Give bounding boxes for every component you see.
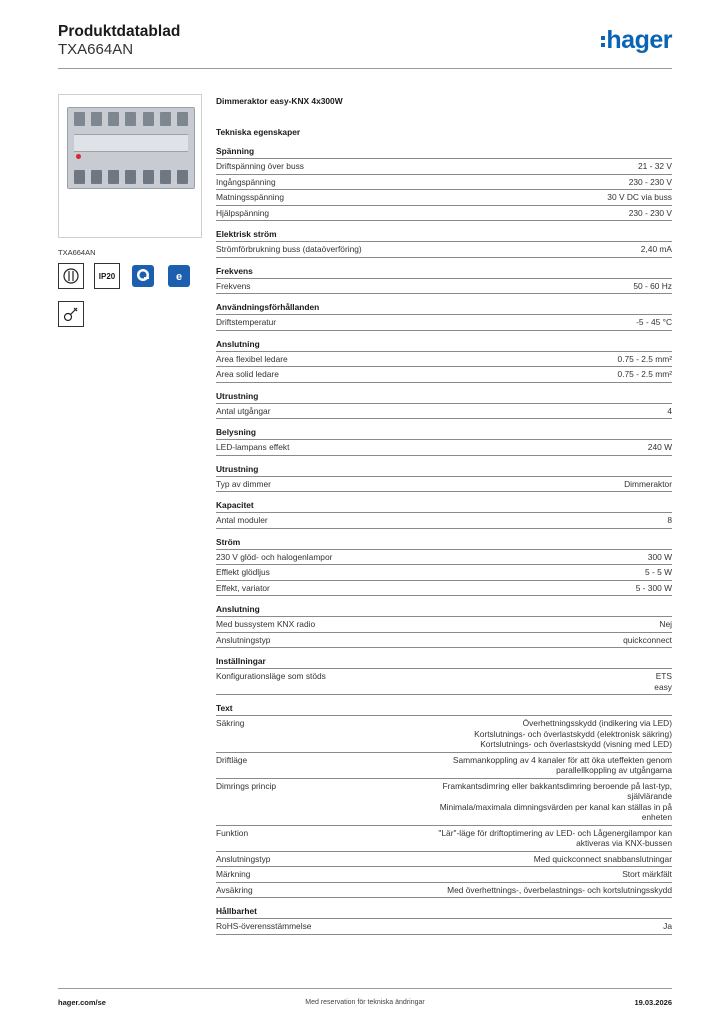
spec-row [216, 919, 672, 935]
spec-row [216, 669, 672, 695]
spec-value [284, 406, 672, 417]
spec-group [216, 464, 672, 493]
spec-group-title: Anslutning [216, 604, 672, 617]
spec-group [216, 146, 672, 221]
spec-value-line: 4 [667, 405, 672, 416]
spec-label: Funktion [216, 827, 249, 838]
spec-value-line: 5 - 5 W [645, 567, 672, 577]
spec-row [216, 206, 672, 222]
page-header [58, 20, 672, 69]
spec-value [298, 192, 672, 203]
spec-label: Anslutningstyp [216, 853, 271, 864]
spec-value [282, 515, 672, 526]
spec-value [318, 161, 672, 172]
spec-value-line: -5 - 45 °C [636, 317, 672, 327]
product-image [58, 94, 202, 238]
ip20-icon: IP20 [94, 263, 120, 289]
spec-label: Märkning [216, 869, 251, 879]
spec-value-line: 5 - 300 W [635, 582, 672, 593]
spec-value-line: 8 [667, 515, 672, 525]
spec-value [302, 354, 672, 365]
spec-label: Ingångspänning [216, 176, 276, 187]
spec-label: Avsäkring [216, 884, 253, 895]
spec-label: Effekt, variator [216, 582, 270, 593]
spec-group [216, 302, 672, 331]
spec-row [216, 190, 672, 206]
spec-value-line: Med quickconnect snabbanslutningar [533, 853, 672, 864]
footer-disclaimer: Med reservation för tekniska ändringar [305, 999, 425, 1006]
spec-group [216, 266, 672, 295]
spec-label: Antal utgångar [216, 405, 271, 416]
spec-value-line: Nej [659, 619, 672, 629]
spec-value [267, 885, 672, 896]
spec-value-line: Kortslutnings- och överlastskydd (elektronisk säkring) [474, 728, 672, 739]
spec-value-line: easy [654, 681, 672, 692]
spec-label: Driftspänning över buss [216, 161, 304, 171]
spec-label: Hjälpspänning [216, 207, 270, 218]
tool-icon [58, 301, 84, 327]
feature-icons-row-2 [58, 301, 202, 327]
spec-value-line: aktiveras via KNX-bussen [576, 838, 672, 848]
spec-row [216, 242, 672, 258]
spec-row [216, 779, 672, 826]
spec-group-title: Belysning [216, 427, 672, 440]
spec-row [216, 477, 672, 493]
document-subtitle: TXA664AN [58, 41, 134, 58]
spec-value-line: 21 - 32 V [638, 161, 672, 171]
spec-row [216, 513, 672, 529]
spec-label: Anslutningstyp [216, 634, 271, 645]
spec-label: Driftstemperatur [216, 317, 277, 327]
compliance-icon [58, 263, 84, 289]
spec-value [264, 281, 672, 292]
spec-label: Antal moduler [216, 515, 268, 525]
spec-row [216, 633, 672, 649]
spec-value [264, 869, 672, 880]
spec-label: Frekvens [216, 280, 251, 291]
spec-value [261, 755, 672, 776]
spec-value [376, 244, 672, 255]
spec-group-title: Inställningar [216, 656, 672, 669]
document-title: Produktdatablad [58, 23, 181, 40]
spec-group-title: Frekvens [216, 266, 672, 279]
spec-value-line: 230 - 230 V [628, 207, 672, 218]
spec-value [284, 635, 672, 646]
spec-value-line: "Lär"-läge för driftoptimering av LED- och Lågenergilampor kan [438, 827, 672, 838]
technical-data [216, 96, 672, 943]
spec-label: Area flexibel ledare [216, 353, 288, 364]
spec-value-line: 240 W [647, 442, 672, 452]
spec-group [216, 906, 672, 935]
spec-value-line: 0.75 - 2.5 mm² [617, 353, 672, 364]
spec-row [216, 550, 672, 566]
spec-group [216, 703, 672, 898]
spec-group-title: Utrustning [216, 391, 672, 404]
spec-label: RoHS-överensstämmelse [216, 921, 312, 931]
spec-value [290, 781, 672, 823]
spec-row [216, 367, 672, 383]
spec-value [258, 718, 672, 750]
spec-group [216, 339, 672, 383]
spec-group [216, 229, 672, 258]
spec-value-line: 50 - 60 Hz [633, 280, 672, 291]
section-title: Tekniska egenskaper [216, 127, 301, 137]
spec-row [216, 867, 672, 883]
spec-value-line: 30 V DC via buss [607, 192, 672, 202]
spec-group [216, 604, 672, 648]
spec-value-line: Överhettningsskydd (indikering via LED) [522, 718, 672, 728]
product-name: Dimmeraktor easy-KNX 4x300W [216, 96, 343, 106]
spec-group-title: Elektrisk ström [216, 229, 672, 242]
spec-row [216, 315, 672, 331]
spec-row [216, 581, 672, 597]
spec-row [216, 883, 672, 899]
dimmer-device-icon [67, 107, 195, 189]
spec-value [340, 671, 672, 692]
spec-row [216, 440, 672, 456]
product-code: TXA664AN [58, 248, 96, 257]
spec-value-line: Stort märkfält [622, 869, 672, 879]
spec-value-line: 2,40 mA [640, 244, 672, 254]
spec-value-line: parallellkoppling av utgångarna [556, 765, 672, 775]
spec-row [216, 279, 672, 295]
feature-icons [58, 263, 202, 289]
page-footer [58, 988, 672, 1011]
spec-value [284, 854, 672, 865]
spec-value [346, 552, 672, 563]
spec-row [216, 404, 672, 420]
footer-date: 19.03.2026 [634, 998, 672, 1007]
spec-label: Med bussystem KNX radio [216, 619, 316, 629]
spec-label: Typ av dimmer [216, 478, 271, 489]
spec-group [216, 500, 672, 529]
spec-label: Dimrings princip [216, 780, 277, 791]
logo-dots-icon [601, 33, 605, 50]
spec-group-title: Användningsförhållanden [216, 302, 672, 315]
spec-value-line: 300 W [647, 551, 672, 562]
spec-label: Driftläge [216, 754, 248, 765]
spec-value [283, 208, 672, 219]
spec-value-line: ETS [655, 671, 672, 681]
spec-label: Matningsspänning [216, 192, 284, 202]
spec-row [216, 753, 672, 779]
quickconnect-icon [130, 263, 156, 289]
spec-value [284, 567, 672, 578]
footer-website-link[interactable]: hager.com/se [58, 998, 106, 1007]
spec-group [216, 537, 672, 597]
spec-row [216, 565, 672, 581]
spec-value-line: Ja [663, 921, 672, 931]
spec-value-line: Dimmeraktor [624, 478, 672, 489]
spec-group-title: Hållbarhet [216, 906, 672, 919]
spec-value [290, 317, 672, 328]
spec-label: Strömförbrukning buss (dataöverföring) [216, 244, 362, 254]
spec-value [303, 442, 672, 453]
spec-value-line: Sammankoppling av 4 kanaler för att öka uteffekten genom [452, 754, 672, 765]
spec-label: Konfigurationsläge som stöds [216, 671, 326, 681]
spec-group-title: Ström [216, 537, 672, 550]
spec-value-line: Minimala/maximala dimningsvärden per kanal kan ställas in på [439, 801, 672, 812]
spec-group [216, 656, 672, 695]
spec-row [216, 826, 672, 852]
spec-value-line: självlärande [627, 791, 672, 801]
spec-group [216, 391, 672, 420]
spec-row [216, 852, 672, 868]
spec-group-title: Anslutning [216, 339, 672, 352]
spec-row [216, 175, 672, 191]
spec-value-line: Kortslutnings- och överlastskydd (visning med LED) [480, 739, 672, 749]
spec-value-line: 0.75 - 2.5 mm² [617, 369, 672, 379]
spec-label: Efflekt glödljus [216, 567, 270, 577]
spec-group-title: Utrustning [216, 464, 672, 477]
spec-row [216, 352, 672, 368]
easy-icon [166, 263, 192, 289]
spec-value-line: Med överhettnings-, överbelastnings- och kortslutningsskydd [447, 884, 672, 895]
spec-value [325, 921, 672, 932]
spec-group-title: Kapacitet [216, 500, 672, 513]
spec-value [293, 369, 672, 380]
spec-value [329, 619, 672, 630]
spec-label: 230 V glöd- och halogenlampor [216, 551, 333, 562]
spec-group-title: Spänning [216, 146, 672, 159]
spec-value [284, 583, 672, 594]
spec-group-title: Text [216, 703, 672, 716]
spec-groups [216, 146, 672, 935]
spec-value [262, 828, 672, 849]
spec-value-line: enheten [641, 812, 672, 822]
spec-row [216, 159, 672, 175]
spec-label: Säkring [216, 718, 245, 728]
product-sidebar [58, 94, 202, 327]
spec-value [290, 177, 672, 188]
svg-text:e: e [175, 271, 183, 283]
hager-logo[interactable] [601, 26, 672, 55]
spec-value [285, 479, 672, 490]
spec-value-line: Framkantsdimring eller bakkantsdimring beroende på last-typ, [442, 780, 672, 791]
spec-value-line: quickconnect [623, 634, 672, 645]
logo-text: hager [606, 26, 672, 54]
spec-row [216, 617, 672, 633]
spec-label: LED-lampans effekt [216, 442, 290, 452]
spec-row [216, 716, 672, 753]
spec-value-line: 230 - 230 V [628, 176, 672, 187]
spec-label: Area solid ledare [216, 369, 279, 379]
spec-group [216, 427, 672, 456]
